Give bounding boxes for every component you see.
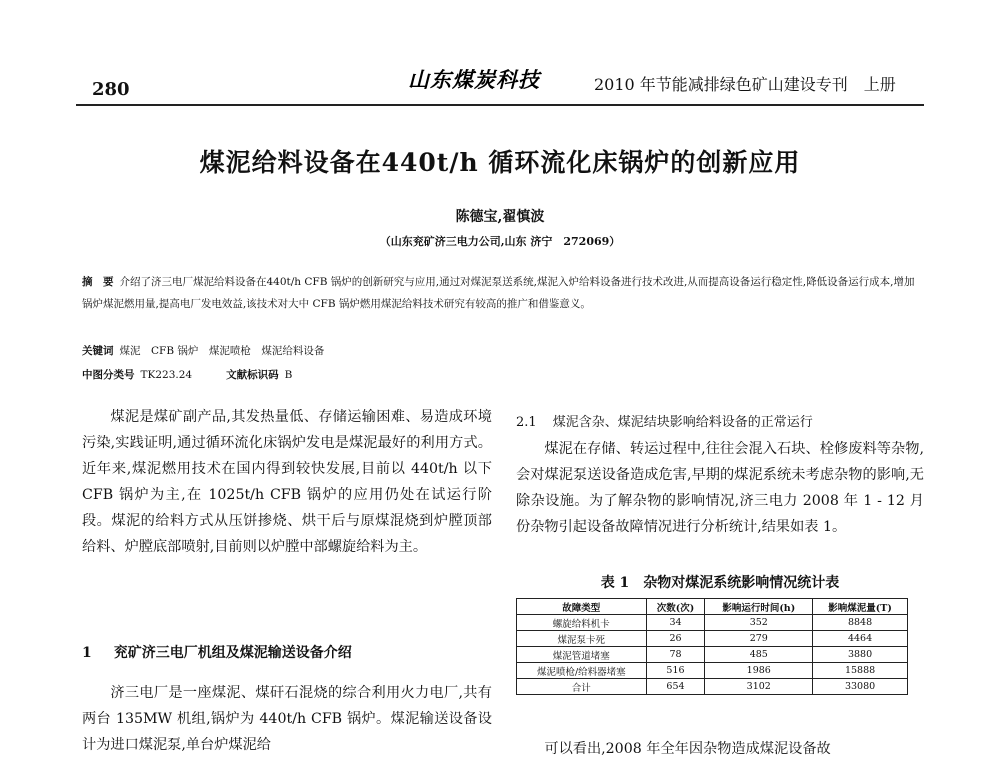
table-cell: 26 [646, 631, 705, 647]
table-row [517, 663, 908, 679]
intro-section [82, 404, 492, 560]
table-cell: 3102 [705, 679, 813, 695]
section1-body [82, 680, 492, 758]
keywords [82, 343, 324, 358]
article-authors: 陈德宝,翟慎波 [455, 209, 545, 225]
section21-heading [516, 411, 813, 430]
article-title: 煤泥给料设备在440t/h 循环流化床锅炉的创新应用 [199, 148, 801, 177]
table-row [517, 631, 908, 647]
keywords-text: 煤泥 CFB 锅炉 煤泥喷枪 煤泥给料设备 [119, 345, 325, 357]
table-cell: 煤泥喷枪/给料器堵塞 [517, 663, 647, 679]
table-cell: 1986 [705, 663, 813, 679]
header-rule [76, 104, 924, 106]
section1-number: 1 [82, 645, 92, 661]
abstract-label: 摘 要 [82, 276, 114, 288]
table-cell: 33080 [813, 679, 908, 695]
issue-title: 2010 年节能减排绿色矿山建设专刊 上册 [594, 75, 896, 94]
doc-code-value: B [284, 369, 293, 381]
table-cell: 4464 [813, 631, 908, 647]
table-cell: 654 [646, 679, 705, 695]
page-number: 280 [92, 79, 130, 100]
table-cell: 34 [646, 615, 705, 631]
section21-paragraph: 煤泥在存储、转运过程中,往往会混入石块、栓修废料等杂物,会对煤泥泵送设备造成危害,早期的煤泥系统未考虑杂物的影响,无除杂设施。为了解杂物的影响情况,济三电力 2008 年 1 - 12 月份杂物引起设备故障情况进行分析统计,结果如表 1。 [516, 441, 924, 535]
section1-title: 兖矿济三电厂机组及煤泥输送设备介绍 [113, 645, 352, 661]
table-cell: 485 [705, 647, 813, 663]
intro-paragraph: 煤泥是煤矿副产品,其发热量低、存储运输困难、易造成环境污染,实践证明,通过循环流化床锅炉发电是煤泥最好的利用方式。近年来,煤泥燃用技术在国内得到较快发展,目前以 440t/h 以下 CFB 锅炉为主,在 1025t/h CFB 锅炉的应用仍处在试运行阶段。煤泥的给料方式从压饼掺烧、烘干后与原煤混烧到炉膛顶部给料、炉膛底部喷射,目前则以炉膛中部螺旋给料为主。 [82, 409, 492, 555]
article-affiliation: （山东兖矿济三电力公司,山东 济宁 272069） [379, 235, 621, 248]
after-table-paragraph: 可以看出,2008 年全年因杂物造成煤泥设备故 [544, 741, 831, 757]
keywords-label: 关键词 [82, 345, 114, 357]
journal-logo: 山东煤炭科技 [408, 67, 540, 92]
table-cell: 合计 [517, 679, 647, 695]
abstract-text: 介绍了济三电厂煤泥给料设备在440t/h CFB 锅炉的创新研究与应用,通过对煤泥泵送系统,煤泥入炉给料设备进行技术改进,从而提高设备运行稳定性,降低设备运行成本,增加锅炉煤泥燃用量,提高电厂发电效益,该技术对大中 CFB 锅炉燃用煤泥给料技术研究有较高的推广和借鉴意义。 [82, 276, 915, 310]
classification [82, 367, 292, 382]
clc-value: TK223.24 [140, 369, 193, 381]
table-total-row [517, 679, 908, 695]
abstract [82, 271, 924, 315]
table-cell: 螺旋给料机卡 [517, 615, 647, 631]
table-cell: 8848 [813, 615, 908, 631]
table-cell: 煤泥泵卡死 [517, 631, 647, 647]
table-cell: 3880 [813, 647, 908, 663]
after-table-body [516, 736, 924, 762]
table-header-cell: 故障类型 [517, 599, 647, 615]
section1-paragraph: 济三电厂是一座煤泥、煤矸石混烧的综合利用火力电厂,共有两台 135MW 机组,锅炉为 440t/h CFB 锅炉。煤泥输送设备设计为进口煤泥泵,单台炉煤泥给 [82, 685, 492, 753]
table-cell: 516 [646, 663, 705, 679]
table-cell: 15888 [813, 663, 908, 679]
table-row [517, 647, 908, 663]
table-cell: 279 [705, 631, 813, 647]
section1-heading [82, 642, 352, 662]
table-header-cell: 次数(次) [646, 599, 705, 615]
table-header-cell: 影响煤泥量(T) [813, 599, 908, 615]
section21-number: 2.1 [516, 415, 537, 430]
doc-code-label: 文献标识码 [226, 369, 279, 381]
table-cell: 352 [705, 615, 813, 631]
table-caption: 表 1 杂物对煤泥系统影响情况统计表 [600, 575, 840, 591]
impact-table [516, 598, 908, 695]
table-row [517, 615, 908, 631]
table-cell: 煤泥管道堵塞 [517, 647, 647, 663]
table-header-row [517, 599, 908, 615]
table-header-cell: 影响运行时间(h) [705, 599, 813, 615]
table-cell: 78 [646, 647, 705, 663]
section21-body [516, 436, 924, 540]
clc-label: 中图分类号 [82, 369, 135, 381]
section21-title: 煤泥含杂、煤泥结块影响给料设备的正常运行 [552, 415, 813, 430]
